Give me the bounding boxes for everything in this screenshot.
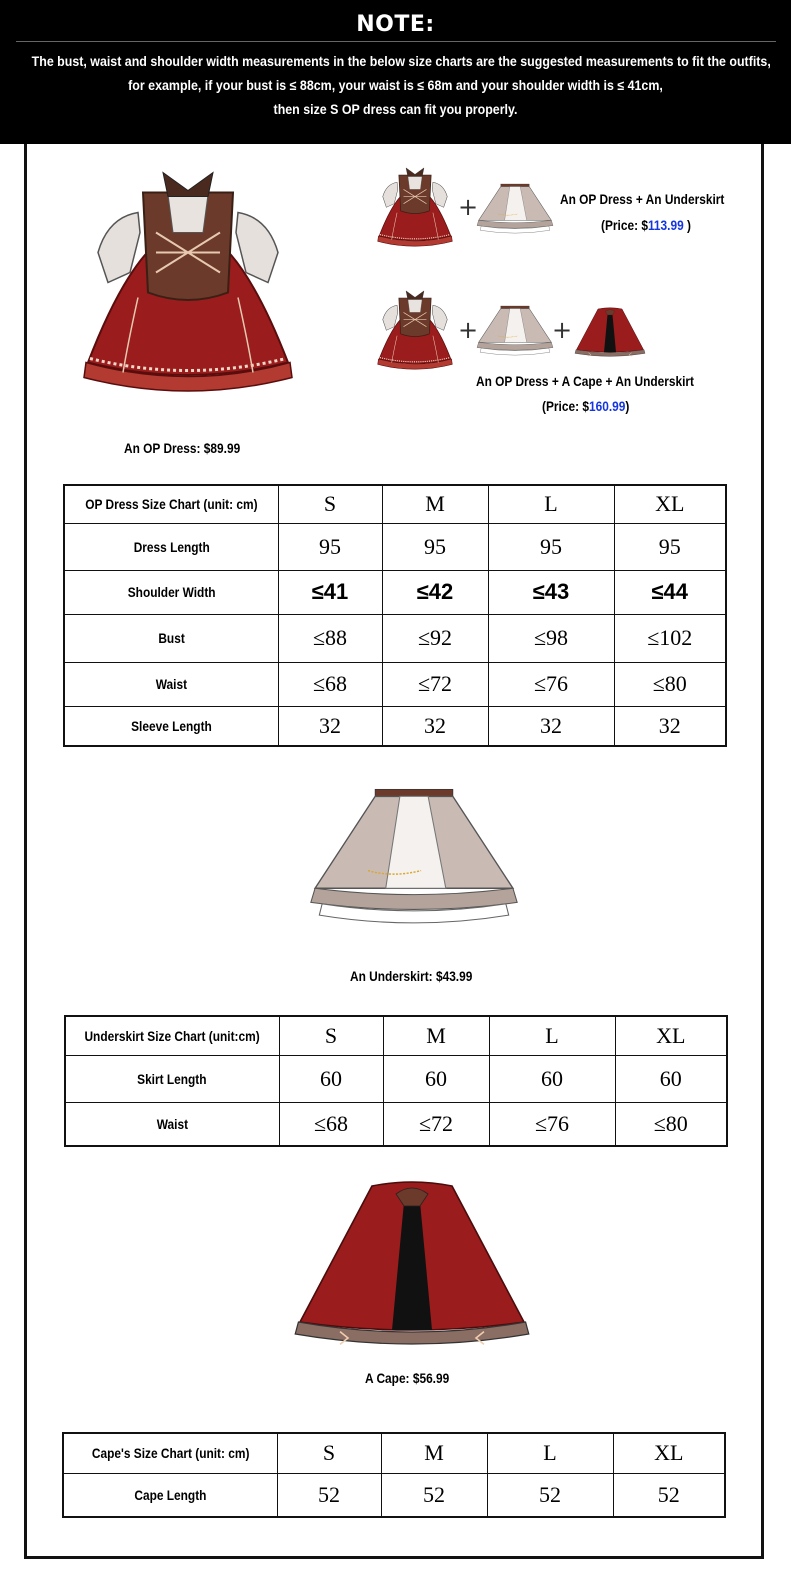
table-cell: 32 xyxy=(382,706,488,746)
plus-sign: + xyxy=(552,316,573,344)
table-cell: ≤72 xyxy=(383,1102,489,1146)
table-cell: 32 xyxy=(614,706,726,746)
table-row xyxy=(64,523,726,570)
size-header: XL xyxy=(614,485,726,523)
row-label: Waist xyxy=(65,1102,279,1146)
row-label: Dress Length xyxy=(64,523,278,570)
table-cell: ≤76 xyxy=(488,662,614,706)
plus-sign: + xyxy=(458,316,479,344)
op-dress-caption: An OP Dress: $89.99 xyxy=(124,440,241,456)
table-cell: ≤76 xyxy=(489,1102,615,1146)
op-dress-size-chart xyxy=(63,484,727,747)
table-cell: ≤68 xyxy=(279,1102,383,1146)
note-line-3: then size S OP dress can fit you properly. xyxy=(273,102,518,117)
cape-size-chart xyxy=(62,1432,726,1518)
table-row xyxy=(65,1055,727,1102)
underskirt-caption: An Underskirt: $43.99 xyxy=(350,968,473,984)
table-cell: ≤92 xyxy=(382,614,488,662)
row-label: Bust xyxy=(64,614,278,662)
bundle1-price: (Price: $113.99 ) xyxy=(601,217,691,233)
size-header: L xyxy=(487,1433,613,1473)
table-cell: 52 xyxy=(277,1473,381,1517)
table-cell: ≤98 xyxy=(488,614,614,662)
op-dress-image xyxy=(68,165,308,415)
table-row xyxy=(63,1473,725,1517)
size-header: S xyxy=(278,485,382,523)
chart-header: OP Dress Size Chart (unit: cm) xyxy=(64,485,278,523)
size-header: S xyxy=(277,1433,381,1473)
note-line-1: The bust, waist and shoulder width measurements in the below size charts are the suggested measurements to fit the outfits, xyxy=(31,54,771,69)
bundle2-underskirt-image xyxy=(476,300,554,364)
table-cell: 52 xyxy=(487,1473,613,1517)
bundle2-price: (Price: $160.99) xyxy=(542,398,630,414)
table-cell: 95 xyxy=(278,523,382,570)
size-header: S xyxy=(279,1016,383,1055)
size-header: L xyxy=(489,1016,615,1055)
table-cell: 95 xyxy=(614,523,726,570)
underskirt-image xyxy=(308,776,520,944)
note-title: NOTE: xyxy=(356,12,435,37)
bundle2-cape-image xyxy=(574,305,646,361)
table-cell: ≤44 xyxy=(614,570,726,614)
table-cell: ≤68 xyxy=(278,662,382,706)
table-cell: ≤102 xyxy=(614,614,726,662)
chart-header: Cape's Size Chart (unit: cm) xyxy=(63,1433,277,1473)
table-cell: 32 xyxy=(488,706,614,746)
bundle1-dress-image xyxy=(372,165,458,255)
size-header: XL xyxy=(613,1433,725,1473)
size-header: XL xyxy=(615,1016,727,1055)
size-header: L xyxy=(488,485,614,523)
table-cell: 95 xyxy=(488,523,614,570)
table-cell: 52 xyxy=(613,1473,725,1517)
row-label: Shoulder Width xyxy=(64,570,278,614)
chart-header: Underskirt Size Chart (unit:cm) xyxy=(65,1016,279,1055)
table-cell: 32 xyxy=(278,706,382,746)
underskirt-size-chart xyxy=(64,1015,728,1147)
bundle1-underskirt-image xyxy=(476,178,554,242)
note-line-2: for example, if your bust is ≤ 88cm, your waist is ≤ 68m and your shoulder width is ≤ 41cm, xyxy=(128,78,663,93)
table-row xyxy=(64,706,726,746)
cape-caption: A Cape: $56.99 xyxy=(365,1370,450,1386)
size-header: M xyxy=(382,485,488,523)
table-row xyxy=(64,662,726,706)
table-cell: ≤80 xyxy=(614,662,726,706)
note-divider xyxy=(16,41,776,42)
size-header: M xyxy=(381,1433,487,1473)
table-header-row xyxy=(63,1433,725,1473)
table-cell: 52 xyxy=(381,1473,487,1517)
table-header-row xyxy=(65,1016,727,1055)
table-row xyxy=(64,614,726,662)
table-row xyxy=(64,570,726,614)
table-cell: 60 xyxy=(615,1055,727,1102)
bundle2-name: An OP Dress + A Cape + An Underskirt xyxy=(476,373,695,389)
table-cell: 95 xyxy=(382,523,488,570)
row-label: Cape Length xyxy=(63,1473,277,1517)
row-label: Waist xyxy=(64,662,278,706)
cape-image xyxy=(292,1176,532,1356)
table-cell: ≤72 xyxy=(382,662,488,706)
bundle2-dress-image xyxy=(372,288,458,378)
table-cell: ≤41 xyxy=(278,570,382,614)
table-cell: 60 xyxy=(489,1055,615,1102)
table-header-row xyxy=(64,485,726,523)
table-cell: 60 xyxy=(279,1055,383,1102)
row-label: Sleeve Length xyxy=(64,706,278,746)
table-cell: ≤88 xyxy=(278,614,382,662)
table-cell: ≤42 xyxy=(382,570,488,614)
table-row xyxy=(65,1102,727,1146)
table-cell: 60 xyxy=(383,1055,489,1102)
table-cell: ≤80 xyxy=(615,1102,727,1146)
size-header: M xyxy=(383,1016,489,1055)
bundle1-name: An OP Dress + An Underskirt xyxy=(560,191,725,207)
table-cell: ≤43 xyxy=(488,570,614,614)
note-banner xyxy=(0,0,791,144)
plus-sign: + xyxy=(458,193,479,221)
row-label: Skirt Length xyxy=(65,1055,279,1102)
